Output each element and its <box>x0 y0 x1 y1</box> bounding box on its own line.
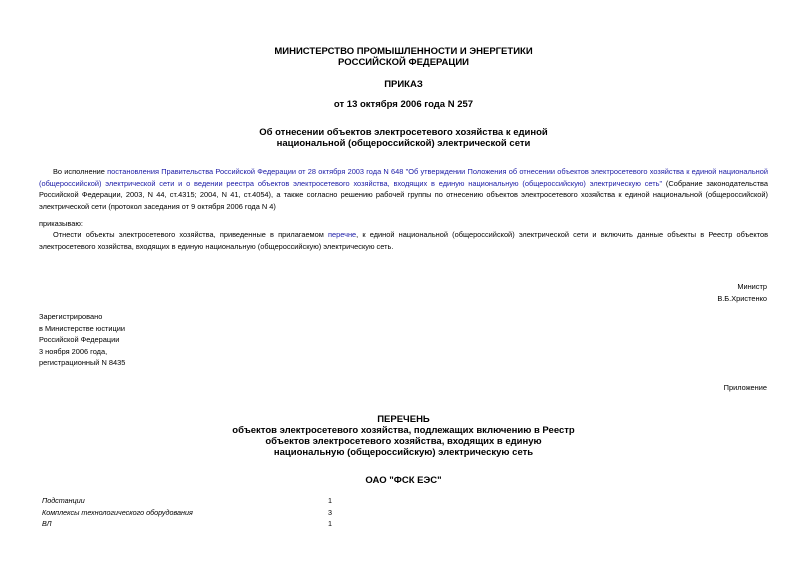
appendix-subtitle-line-1: объектов электросетевого хозяйства, подлежащих включению в Реестр <box>232 425 575 436</box>
order-command: приказываю: <box>39 219 83 228</box>
registration-line-2: в Министерстве юстиции <box>39 323 126 333</box>
order-text-before: Отнести объекты электросетевого хозяйства, приведенные в прилагаемом <box>53 230 328 239</box>
signature-position: Министр <box>737 282 767 291</box>
registration-line-4: 3 ноября 2006 года, <box>39 346 108 356</box>
object-name: Подстанции <box>42 496 85 505</box>
registration-line-1: Зарегистрировано <box>39 312 103 321</box>
government-decree-link[interactable]: постановления Правительства Российской Федерации от 28 октября 2003 года N 648 "Об утверждении Положения об отнесении объектов электросетевого хозяйства к единой национальной (общероссийской) электрической сети и о ведении реестра объектов электросетевого хозяйства, входящих в единую национальную (общероссийскую) электрическую сеть" <box>39 167 768 188</box>
preamble-paragraph <box>39 166 768 212</box>
objects-table <box>42 496 332 531</box>
signature-name: В.Б.Христенко <box>717 293 767 303</box>
preamble-rest: (Собрание законодательства Российской Федерации, 2003, N 44, ст.4315; 2004, N 41, ст.4054), а также согласно решению рабочей группы по отнесению объектов электросетевого хозяйства к единой национальной (общероссийской) электрической сети (протокол заседания от 9 октября 2006 года N 4) <box>39 178 769 211</box>
appendix-title: ПЕРЕЧЕНЬ <box>377 414 430 425</box>
signature-block <box>717 281 767 304</box>
appendix-subtitle-line-3: национальную (общероссийскую) электрическую сеть <box>273 447 534 458</box>
object-name: ВЛ <box>42 519 52 528</box>
subject-line-1: Об отнесении объектов электросетевого хозяйства к единой <box>259 127 548 138</box>
preamble-intro: Во исполнение <box>53 167 108 176</box>
order-paragraph <box>39 229 768 252</box>
table-row <box>42 519 332 531</box>
object-count: 3 <box>328 507 332 517</box>
company-name: ОАО "ФСК ЕЭС" <box>365 475 442 486</box>
ministry-line-1: МИНИСТЕРСТВО ПРОМЫШЛЕННОСТИ И ЭНЕРГЕТИКИ <box>274 46 533 57</box>
ministry-line-2: РОССИЙСКОЙ ФЕДЕРАЦИИ <box>337 57 469 68</box>
document-date-number: от 13 октября 2006 года N 257 <box>333 99 474 110</box>
object-count: 1 <box>328 519 332 528</box>
registration-line-5: регистрационный N 8435 <box>39 358 126 367</box>
table-row <box>42 496 332 508</box>
object-count: 1 <box>328 496 332 505</box>
document-type: ПРИКАЗ <box>384 79 423 90</box>
order-text-after: , к единой национальной (общероссийской) электрической сети и включить данные объекты в Реестр объектов электросетевого хозяйства, входящих в единую национальную (общероссийскую) электрическую сеть. <box>39 230 769 251</box>
appendix-subtitle-line-2: объектов электросетевого хозяйства, входящих в единую <box>265 436 542 447</box>
registration-block <box>39 311 125 369</box>
object-name: Комплексы технологического оборудования <box>42 507 193 517</box>
table-row <box>42 508 332 520</box>
subject-line-2: национальной (общероссийской) электрической сети <box>276 138 531 149</box>
appendix-label: Приложение <box>723 383 767 392</box>
list-link[interactable]: перечне <box>328 230 357 239</box>
registration-line-3: Российской Федерации <box>39 335 120 344</box>
